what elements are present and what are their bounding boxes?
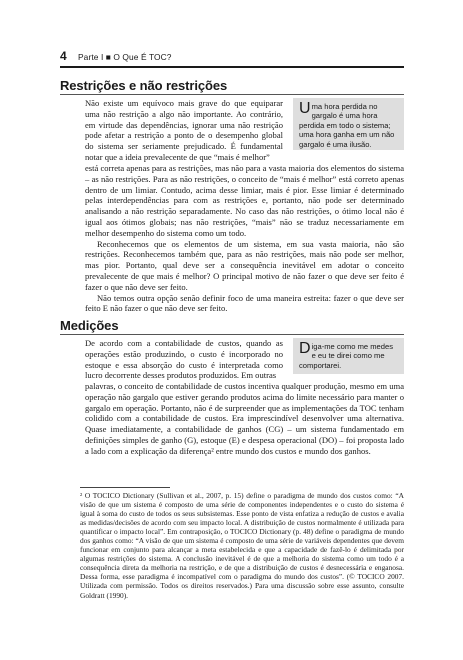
footnote-rule bbox=[80, 487, 170, 488]
running-header bbox=[60, 48, 404, 64]
callout-text: ma hora perdida no gargalo é uma hora perdida em todo o sistema; uma hora ganha em um não gargalo é uma ilusão. bbox=[299, 102, 395, 149]
callout-drop-cap-2: D bbox=[299, 340, 311, 357]
footnote: ² O TOCICO Dictionary (Sullivan et al., 2007, p. 15) define o paradigma de mundo dos custos como: “A visão de que um sistema é composto de uma série de componentes independentes e o custo do sistema é igual à soma do custo de todos os seus subsistemas. Esse ponto de vista enfatiza a redução de custos e avalia as medidas/decisões de acordo com seu impacto local. A distribuição de custos normalmente é utilizada para quantificar o impacto local”. Em contraposição, o TOCICO Dictionary (p. 48) define o paradigma de mundo dos ganhos como: “A visão de que um sistema é composto de uma série de variáveis dependentes que devem funcionar em conjunto para alcançar a meta estabelecida e que a capacidade de fazê-lo é delimitada por algumas restrições do sistema. A conclusão inevitável é de que a melhoria do sistema como um todo é a consequência direta da melhoria na restrição, e de que a distribuição de custos é desnecessária e enganosa. Dessa forma, esse paradigma é incompatível com o paradigma do mundo dos custos”. (© TOCICO 2007. Utilizada com permissão. Todos os direitos reservados.) Para uma discussão sobre esse assunto, consulte Goldratt (1990). bbox=[80, 491, 404, 600]
page-number: 4 bbox=[60, 49, 67, 63]
paragraph-medicoes-wide bbox=[85, 381, 404, 457]
callout-drop-cap: U bbox=[299, 100, 311, 117]
paragraph-medicoes-start: De acordo com a contabilidade de custos, quando as operações estão produzindo, o custo é incorporado no estoque e essa absorção do custo é interpretada como lucro decorrente desses produtos produzidos. Em outras bbox=[85, 338, 283, 381]
section-heading-rule-2 bbox=[60, 334, 404, 335]
callout-text-2: iga-me como me medes e eu te direi como me comportarei. bbox=[299, 342, 394, 370]
paragraph-medicoes-rest: palavras, o conceito de contabilidade de custos incentiva qualquer produção, mesmo em uma operação não gargalo que estiver gerando produtos acima do limite necessário para manter o gargalo em operação. Portanto, não é de surpreender que as implementações da TOC tenham colidido com a contabilidade de custos. Era imprescindível desenvolver uma alternativa. Quase imediatamente, a contabilidade de ganhos (CG) – um sistema fundamentado em definições simples de ganho (G), estoque (E) e despesa operacional (DO) – foi proposta lado a lado com a explicação da diferença² entre mundo dos custos e mundo dos ganhos. bbox=[85, 381, 404, 456]
paragraph-body-wide bbox=[85, 163, 404, 314]
pull-quote-callout bbox=[293, 98, 404, 150]
paragraph-1-start: Não existe um equívoco mais grave do que equiparar uma não restrição a algo não importante. Ao contrário, em virtude das dependências, ignorar uma não restrição pode afetar a restrição a ponto de o desempenho global do sistema ser seriamente prejudicado. É fundamental notar que a ideia prevalecente de que “mais é melhor” bbox=[85, 98, 283, 162]
section-heading-restricoes: Restrições e não restrições bbox=[60, 78, 228, 93]
section-heading-rule bbox=[60, 94, 404, 95]
section-heading-medicoes: Medições bbox=[60, 318, 119, 333]
pull-quote-callout-2 bbox=[293, 338, 404, 374]
paragraph-2: Reconhecemos que os elementos de um sistema, em sua vasta maioria, não são restrições. Reconhecemos também que, para as não restrições, mais não pode ser melhor, mas pior. Portanto, qual deve ser a consequência inevitável em adotar o conceito prevalecente de que mais é melhor? O principal motivo de não fazer o que deve ser feito é fazer o que não deve ser feito. bbox=[85, 238, 404, 292]
paragraph-1-rest: está correta apenas para as restrições, mas não para a vasta maioria dos elementos do sistema – as não restrições. Para as não restrições, o conceito de “mais é melhor” está correto apenas dentro de um limiar. Contudo, acima desse limiar, mais é pior. Esse limiar é determinado pelas interdependências para com as restrições e, portanto, não pode ser determinado analisando a não restrição separadamente. No caso das não restrições, o ótimo local não é igual aos ótimos globais; nas não restrições, “mais” não se traduz necessariamente em melhor desempenho do sistema como um todo. bbox=[85, 163, 404, 238]
paragraph-3: Não temos outra opção senão definir foco de uma maneira estreita: fazer o que deve ser feito E não fazer o que não deve ser feito. bbox=[85, 292, 404, 314]
paragraph-medicoes-narrow bbox=[85, 338, 283, 381]
paragraph-intro-narrow bbox=[85, 98, 283, 163]
running-title: Parte I ■ O Que É TOC? bbox=[78, 52, 172, 62]
header-rule bbox=[60, 66, 404, 68]
